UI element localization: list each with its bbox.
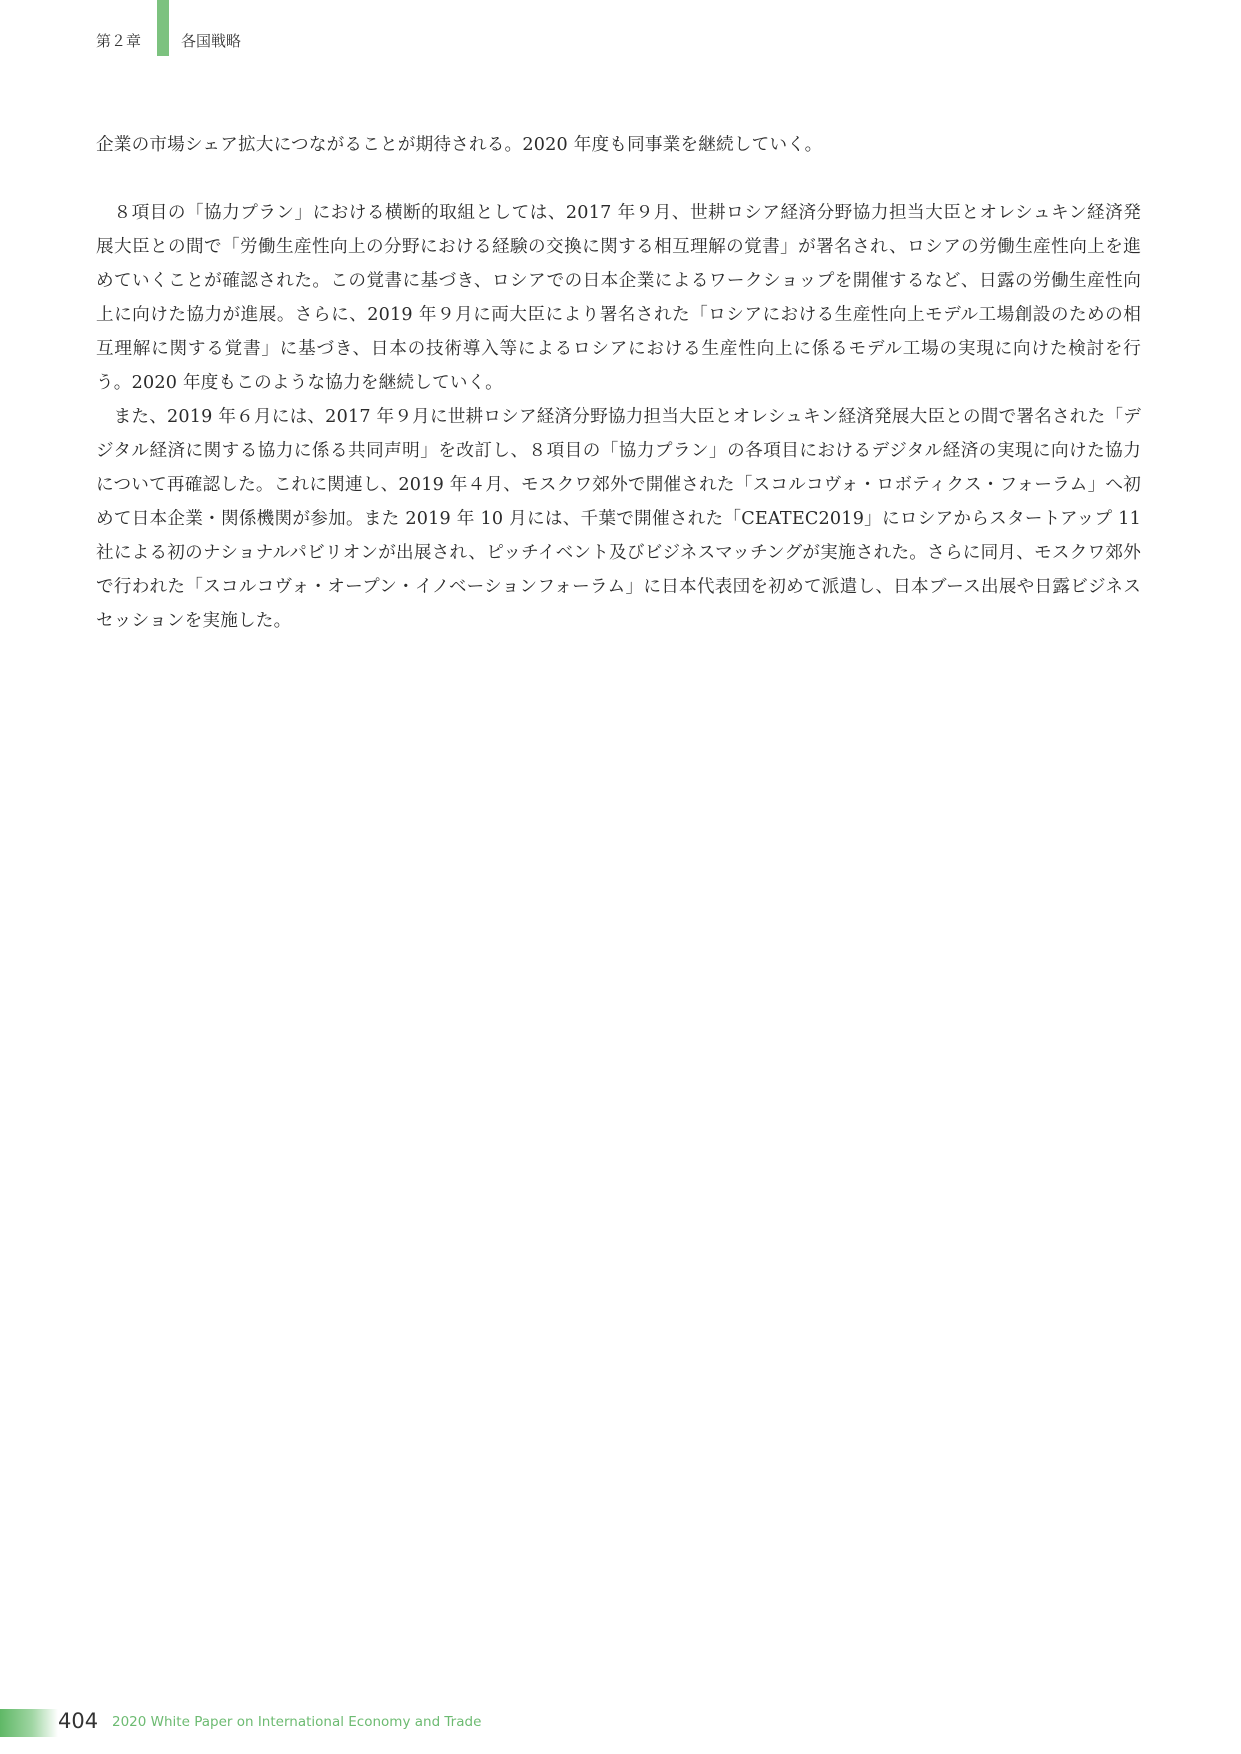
- section-label: 各国戦略: [181, 32, 242, 50]
- paragraph-cooperation-plan: ８項目の「協力プラン」における横断的取組としては、2017 年９月、世耕ロシア経済分野協力担当大臣とオレシュキン経済発展大臣との間で「労働生産性向上の分野における経験の交換に関する相互理解の覚書」が署名され、ロシアの労働生産性向上を進めていくことが確認された。この覚書に基づき、ロシアでの日本企業によるワークショップを開催するなど、日露の労働生産性向上に向けた協力が進展。さらに、2019 年９月に両大臣により署名された「ロシアにおける生産性向上モデル工場創設のための相互理解に関する覚書」に基づき、日本の技術導入等によるロシアにおける生産性向上に係るモデル工場の実現に向けた検討を行う。2020 年度もこのような協力を継続していく。: [96, 203, 1141, 393]
- page-footer: [0, 1706, 1241, 1740]
- footer-gradient-bar: [0, 1709, 58, 1737]
- paragraph-continued: 企業の市場シェア拡大につながることが期待される。2020 年度も同事業を継続していく。: [96, 135, 823, 155]
- page-number: 404: [58, 1709, 99, 1733]
- body-text: [96, 128, 1141, 638]
- publication-title: 2020 White Paper on International Economy and Trade: [112, 1714, 482, 1730]
- running-header: [0, 0, 1241, 60]
- paragraph-digital-economy: また、2019 年６月には、2017 年９月に世耕ロシア経済分野協力担当大臣とオレシュキン経済発展大臣との間で署名された「デジタル経済に関する協力に係る共同声明」を改訂し、８項目の「協力プラン」の各項目におけるデジタル経済の実現に向けた協力について再確認した。これに関連し、2019 年４月、モスクワ郊外で開催された「スコルコヴォ・ロボティクス・フォーラム」へ初めて日本企業・関係機関が参加。また 2019 年 10 月には、千葉で開催された「CEATEC2019」にロシアからスタートアップ 11 社による初のナショナルパビリオンが出展され、ピッチイベント及びビジネスマッチングが実施された。さらに同月、モスクワ郊外で行われた「スコルコヴォ・オープン・イノベーションフォーラム」に日本代表団を初めて派遣し、日本ブース出展や日露ビジネスセッションを実施した。: [96, 407, 1141, 631]
- header-accent-bar: [157, 0, 169, 56]
- chapter-label: 第２章: [96, 32, 142, 50]
